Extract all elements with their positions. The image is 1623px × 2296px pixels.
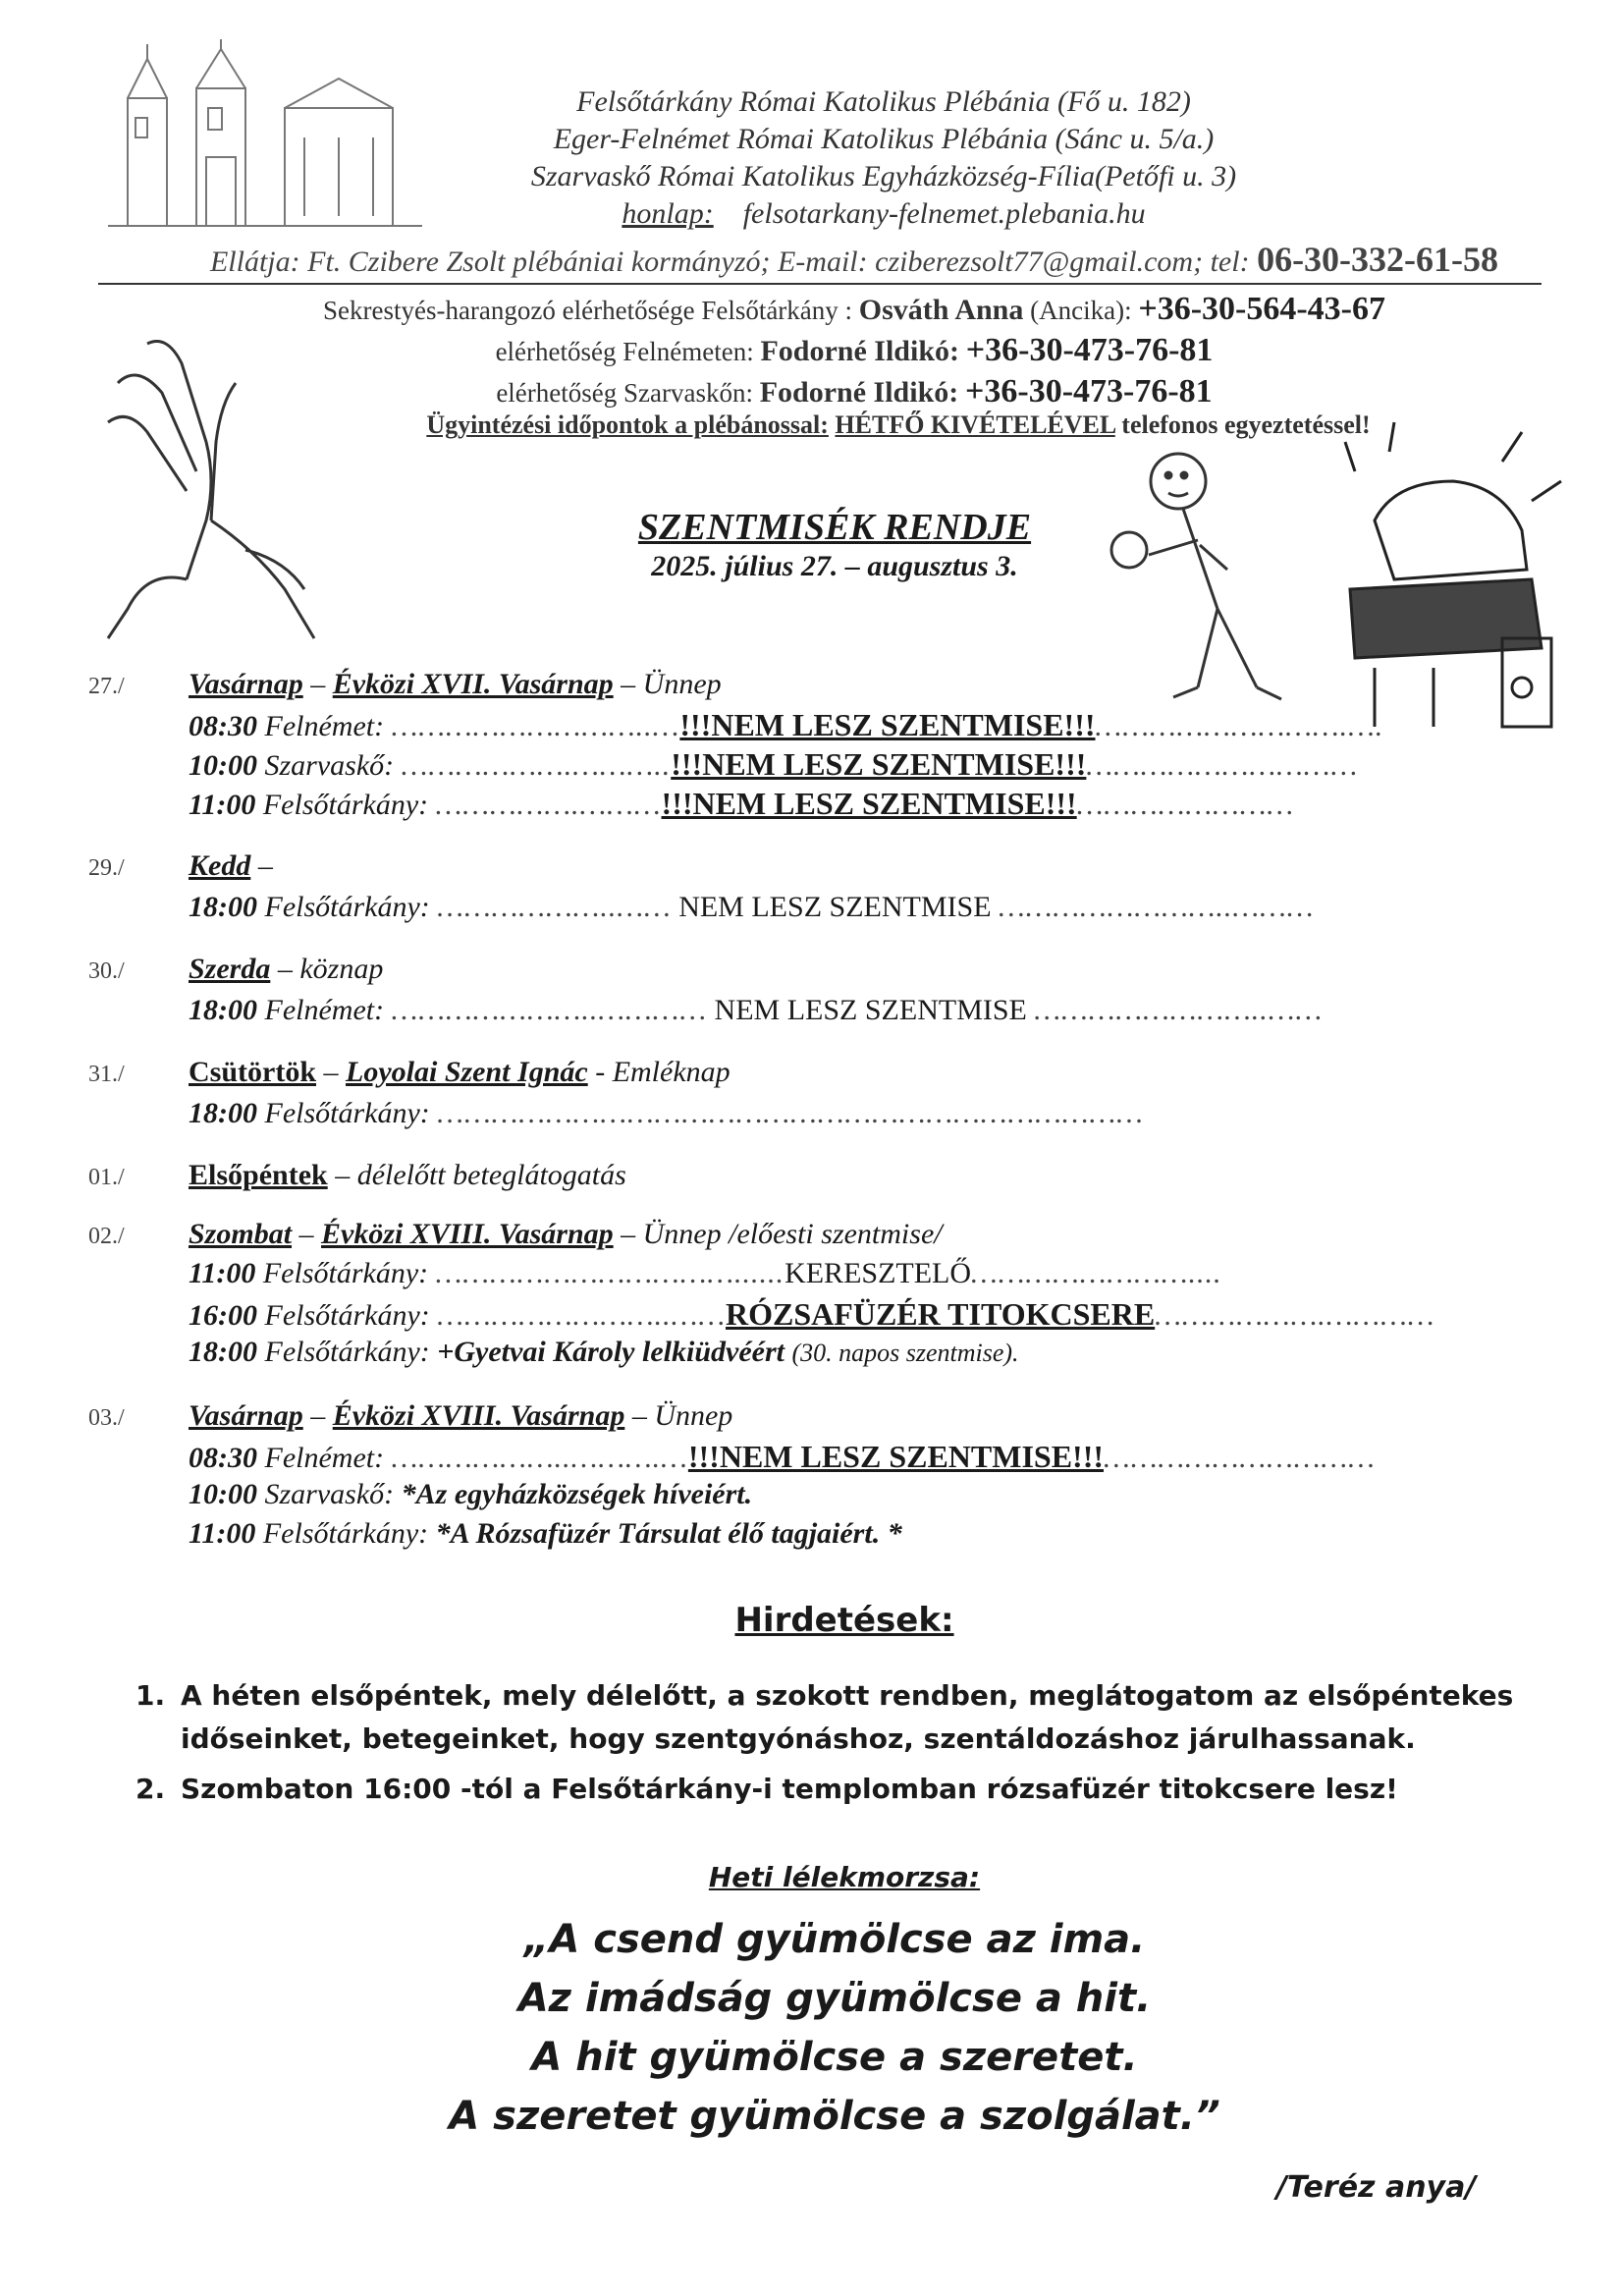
mass-time: 08:30 (189, 1442, 257, 1474)
day-title (189, 849, 273, 883)
mass-time: 10:00 (189, 1478, 257, 1510)
feast-kind: – Ünnep /előesti szentmise/ (613, 1218, 943, 1250)
dot-trailer: …………………… (1076, 789, 1295, 821)
mass-time: 08:30 (189, 710, 257, 742)
dot-leader: …………………………………………………………………… (437, 1097, 1144, 1129)
mass-row (189, 1097, 1583, 1130)
dot-leader: ………………………..… (391, 710, 680, 742)
quote-line: „A csend gyümölcse az ima. (523, 1917, 1146, 1962)
day-name: Kedd (189, 849, 251, 882)
feast-kind: köznap (299, 953, 384, 985)
header-line-2: Eger-Felnémet Római Katolikus Plébánia (Sánc u. 5/a.) (553, 123, 1215, 155)
mass-note: KERESZTELŐ (784, 1257, 972, 1289)
stick-figure-magnifier-icon (1090, 442, 1316, 727)
day-number: 27./ (88, 674, 125, 699)
mass-time: 10:00 (189, 749, 257, 782)
tel-number: 06-30-332-61-58 (1257, 240, 1499, 279)
day-name: Szerda (189, 953, 271, 985)
mass-place: Felsőtárkány: (264, 891, 430, 923)
admin-highlight: HÉTFŐ KIVÉTELÉVEL (835, 410, 1115, 439)
feast-name: Évközi XVIII. Vasárnap (332, 1399, 625, 1432)
dot-leader: ……………………..…… (437, 1299, 727, 1332)
supervisor-line (157, 239, 1551, 280)
quote-line: A szeretet gyümölcse a szolgálat.” (449, 2094, 1220, 2139)
quote-line: A hit gyümölcse a szeretet. (531, 2035, 1138, 2080)
day-number: 01./ (88, 1165, 125, 1190)
mass-place: Felsőtárkány: (262, 789, 429, 821)
mass-row (189, 891, 1583, 924)
mass-place: Felsőtárkány: (262, 1257, 429, 1289)
contact-name: Fodorné Ildikó: (759, 376, 959, 409)
day-number: 02./ (88, 1224, 125, 1249)
mass-place: Felsőtárkány: (264, 1336, 430, 1368)
mass-note: RÓZSAFÜZÉR TITOKCSERE (726, 1296, 1156, 1332)
day-number: 30./ (88, 958, 125, 984)
day-name: Vasárnap (189, 1399, 303, 1432)
header-line-1: Felsőtárkány Római Katolikus Plébánia (Fő u. 182) (576, 85, 1191, 118)
quote-title: Heti lélekmorzsa: (708, 1861, 981, 1893)
mass-time: 11:00 (189, 789, 256, 821)
mass-place: Felsőtárkány: (264, 1299, 430, 1332)
day-title (189, 1159, 626, 1192)
contact-label: elérhetőség Felnémeten: (495, 337, 754, 366)
day-number: 29./ (88, 855, 125, 881)
praying-hands-icon (88, 324, 344, 648)
mass-time: 16:00 (189, 1299, 257, 1332)
mass-time: 18:00 (189, 1097, 257, 1129)
mass-row (189, 1517, 1583, 1551)
dot-trailer: ………………………… (1086, 749, 1359, 782)
day-sep: – (270, 953, 300, 985)
date-range: 2025. július 27. – augusztus 3. (651, 550, 1018, 582)
day-name: Vasárnap (189, 668, 303, 700)
supervisor-text: Ellátja: Ft. Czibere Zsolt plébániai kormányzó; E-mail: (209, 246, 868, 278)
day-title (189, 668, 722, 701)
mass-time: 11:00 (189, 1257, 256, 1289)
dot-trailer: …………………….... (971, 1257, 1222, 1289)
mass-time: 18:00 (189, 994, 257, 1026)
feast-name: Loyolai Szent Ignác (346, 1056, 588, 1088)
dot-leader: ………………..…… (437, 891, 672, 923)
day-title (189, 1056, 730, 1089)
mass-note: NEM LESZ SZENTMISE (714, 994, 1027, 1026)
dot-leader: …………………..………… (391, 994, 708, 1026)
announcement-item (135, 1768, 1579, 1811)
feast-kind: délelőtt beteglátogatás (356, 1159, 626, 1191)
day-number: 31./ (88, 1062, 125, 1087)
dot-leader: ……………………………...... (435, 1257, 785, 1289)
mass-place: Szarvaskő: (264, 1478, 395, 1510)
mass-place: Felsőtárkány: (264, 1097, 430, 1129)
day-sep: – (302, 668, 333, 700)
dot-leader: ……………….……….. (401, 749, 672, 782)
homepage-line (442, 195, 1325, 233)
feast-name: Évközi XVII. Vasárnap (332, 668, 614, 700)
mass-row (189, 994, 1583, 1027)
mass-note: NEM LESZ SZENTMISE (678, 891, 992, 923)
mass-note: *Az egyházközségek híveiért. (401, 1478, 753, 1510)
contact-label: elérhetőség Szarvaskőn: (496, 378, 753, 408)
mass-place: Felsőtárkány: (262, 1517, 429, 1550)
dot-trailer: ……………………..…… (1034, 994, 1324, 1026)
contact-name: Osváth Anna (858, 294, 1024, 326)
mass-time: 18:00 (189, 891, 257, 923)
contact-name: Fodorné Ildikó: (760, 335, 959, 367)
mass-note-extra: (30. napos szentmise). (791, 1339, 1019, 1367)
announcement-number: 1. (135, 1679, 166, 1712)
day-sep: – (316, 1056, 347, 1088)
quote-block (393, 1910, 1276, 2146)
day-title (189, 953, 383, 986)
admin-note (383, 410, 1414, 440)
dot-trailer: ……………….………… (1155, 1299, 1435, 1332)
contact-szarvasko (157, 373, 1551, 410)
feast-kind: - Emléknap (587, 1056, 730, 1088)
tel-label: tel: (1210, 246, 1250, 278)
announcement-number: 2. (135, 1773, 166, 1805)
email-address[interactable]: cziberezsolt77@gmail.com; (875, 246, 1204, 278)
mass-note: !!!NEM LESZ SZENTMISE!!! (687, 1439, 1105, 1474)
announcement-item (135, 1674, 1579, 1761)
mass-row (189, 746, 1583, 783)
contact-phone: +36-30-473-76-81 (965, 332, 1214, 368)
day-name: Szombat (189, 1218, 293, 1250)
feast-kind: – Ünnep (613, 668, 722, 700)
announcement-text: A héten elsőpéntek, mely délelőtt, a szokott rendben, meglátogatom az elsőpéntekes időseinket, betegeinket, hogy szentgyónáshoz, szentáldozáshoz járulhassanak. (181, 1679, 1514, 1755)
mass-place: Felnémet: (264, 710, 385, 742)
mass-note: !!!NEM LESZ SZENTMISE!!! (679, 707, 1096, 742)
mass-note: !!!NEM LESZ SZENTMISE!!! (661, 786, 1077, 821)
contact-phone: +36-30-564-43-67 (1138, 291, 1385, 327)
mass-row (189, 1257, 1583, 1290)
homepage-label: honlap: (622, 197, 714, 230)
feast-kind: – Ünnep (624, 1399, 733, 1432)
dot-leader: ………………..……….… (391, 1442, 688, 1474)
day-title (189, 1399, 732, 1433)
announcements-title: Hirdetések: (734, 1601, 954, 1640)
homepage-url[interactable]: felsotarkany-felnemet.plebania.hu (742, 197, 1146, 230)
day-sep: – (327, 1159, 357, 1191)
mass-place: Szarvaskő: (264, 749, 395, 782)
dot-trailer: ………………………… (1104, 1442, 1376, 1474)
quote-line: Az imádság gyümölcse a hit. (517, 1976, 1152, 2021)
mass-place: Felnémet: (264, 994, 385, 1026)
contact-felnemet (157, 332, 1551, 369)
mass-time: 11:00 (189, 1517, 256, 1550)
day-sep: – (292, 1218, 322, 1250)
mass-row (189, 1439, 1583, 1475)
dot-leader: …………….……… (435, 789, 662, 821)
mass-row (189, 1336, 1583, 1369)
knocking-door-icon (1335, 412, 1581, 737)
contact-sacristan (157, 291, 1551, 328)
contact-label: Sekrestyés-harangozó elérhetősége Felsőtárkány : (322, 296, 853, 325)
church-illustration (108, 39, 432, 236)
contact-phone: +36-30-473-76-81 (965, 373, 1213, 410)
admin-suffix: telefonos egyeztetéssel! (1121, 410, 1371, 439)
header-divider (98, 283, 1542, 285)
mass-place: Felnémet: (264, 1442, 385, 1474)
mass-row (189, 707, 1583, 743)
mass-row (189, 1296, 1583, 1333)
mass-note: *A Rózsafüzér Társulat élő tagjaiért. * (435, 1517, 902, 1550)
mass-note: !!!NEM LESZ SZENTMISE!!! (671, 746, 1087, 782)
contact-nick: (Ancika): (1030, 296, 1132, 325)
page-title: SZENTMISÉK RENDJE (637, 507, 1032, 548)
day-name: Elsőpéntek (189, 1159, 328, 1191)
mass-row (189, 786, 1583, 822)
mass-time: 18:00 (189, 1336, 257, 1368)
mass-note: +Gyetvai Károly lelkiüdvéért (437, 1336, 784, 1368)
day-number: 03./ (88, 1405, 125, 1431)
header-line-3: Szarvaskő Római Katolikus Egyházközség-Fília(Petőfi u. 3) (530, 160, 1237, 192)
mass-row (189, 1478, 1583, 1511)
announcement-text: Szombaton 16:00 -tól a Felsőtárkány-i templomban rózsafüzér titokcsere lesz! (181, 1773, 1398, 1805)
quote-author: /Teréz anya/ (1276, 2170, 1477, 2205)
dot-trailer: ……………………….…. (1095, 710, 1384, 742)
day-name: Csütörtök (189, 1056, 317, 1088)
day-title (189, 1218, 943, 1251)
admin-prefix: Ügyintézési időpontok a plébánossal: (426, 410, 829, 439)
feast-name: Évközi XVIII. Vasárnap (321, 1218, 614, 1250)
day-sep: – (302, 1399, 333, 1432)
dot-trailer: ……………………..……… (999, 891, 1315, 923)
day-sep: – (250, 849, 273, 882)
